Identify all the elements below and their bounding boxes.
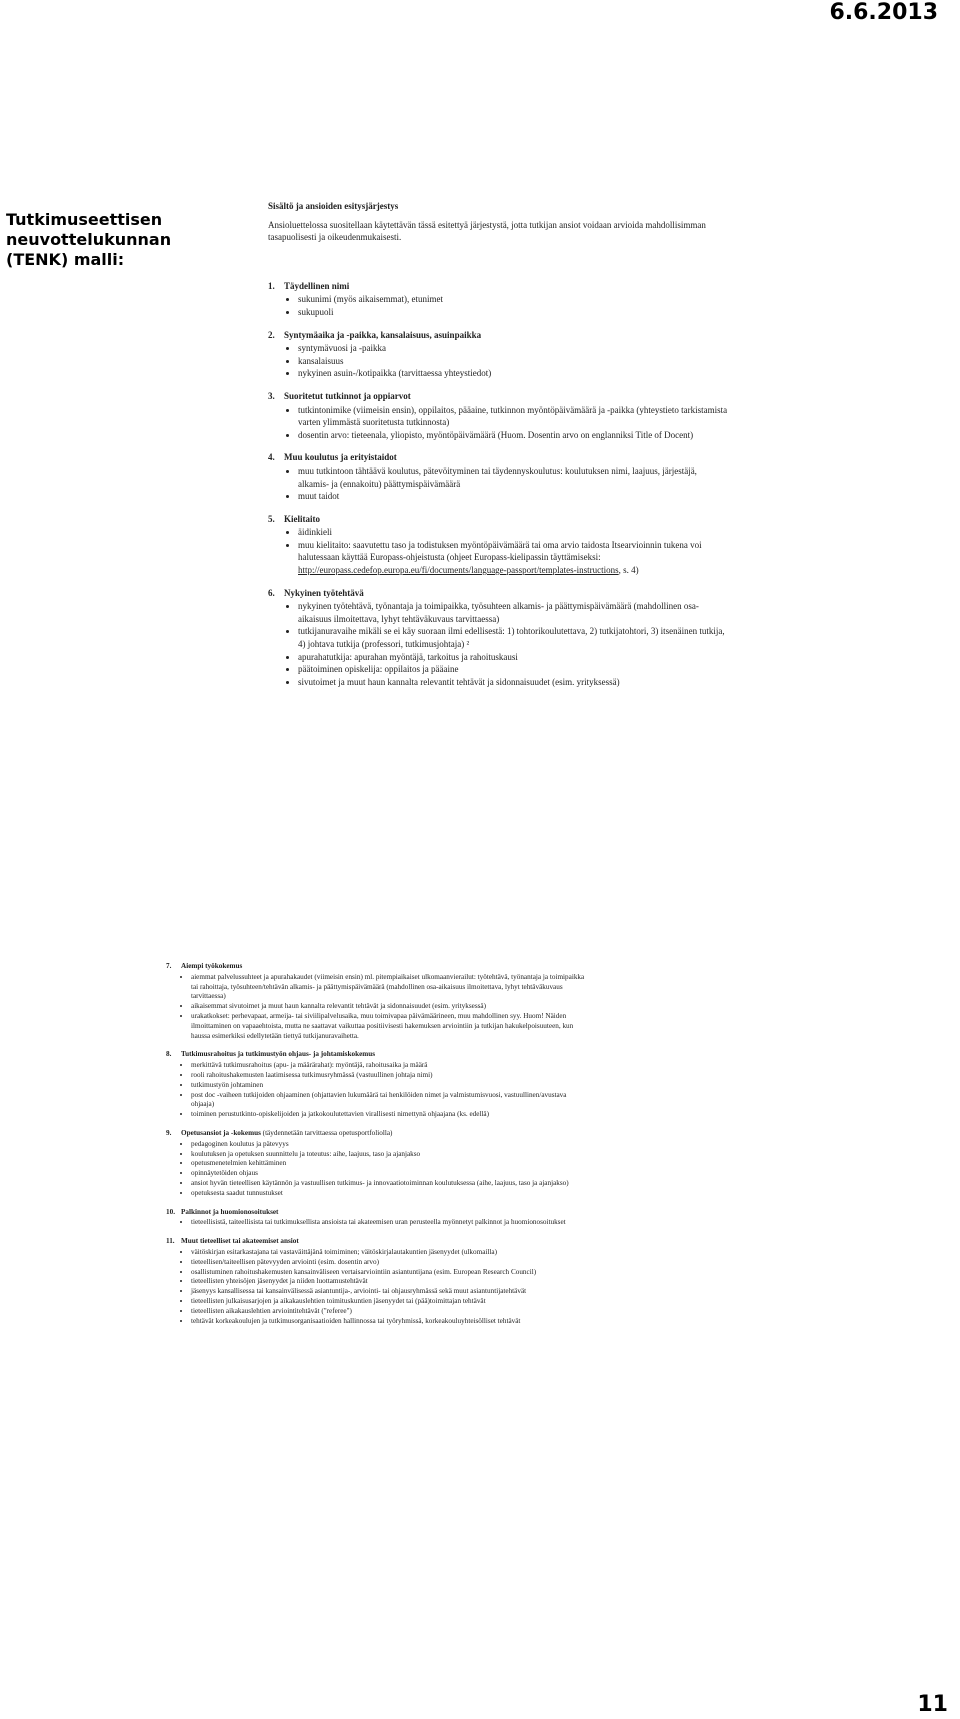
bullet-item: • tutkijanuravaihe mikäli se ei käy suoraan ilmi edellisestä: 1) tohtorikoulutettava, 2) tutkijatohtori, 3) itsenäinen tutkija, 4) johtava tutkija (professori, tutkimusjohtaja) ² bbox=[298, 625, 728, 650]
section-title-main: Tutkimusrahoitus ja tutkimustyön ohjaus- ja johtamiskokemus bbox=[181, 1050, 376, 1059]
section-title bbox=[166, 1237, 586, 1247]
section-title-text bbox=[284, 280, 349, 293]
bullet-item: • post doc -vaiheen tutkijoiden ohjaaminen (ohjattavien lukumäärä tai henkilöiden nimet ja valmistumisvuosi, vastuullinen/avustava ohjaaja) bbox=[191, 1091, 586, 1111]
bullet-item: • sukupuoli bbox=[298, 306, 728, 319]
section-number: 1. bbox=[268, 280, 275, 291]
bullet-item: • opetuksesta saadut tunnustukset bbox=[191, 1189, 586, 1199]
section-title bbox=[268, 587, 728, 600]
section-title-text bbox=[284, 513, 320, 526]
bullet-item: • rooli rahoitushakemusten laatimisessa tutkimusryhmässä (vastuullinen johtaja nimi) bbox=[191, 1071, 586, 1081]
section-title-text bbox=[181, 1237, 299, 1247]
section-title bbox=[268, 513, 728, 526]
document-section bbox=[268, 451, 728, 502]
document-heading: Sisältö ja ansioiden esitysjärjestys bbox=[268, 201, 399, 211]
section-number: 2. bbox=[268, 329, 275, 340]
section-title bbox=[166, 1050, 586, 1060]
section-number: 8. bbox=[166, 1050, 172, 1059]
section-title-text bbox=[284, 329, 481, 342]
section-title-text bbox=[181, 1129, 392, 1139]
document-section bbox=[268, 390, 728, 441]
bullet-item: • opetusmenetelmien kehittäminen bbox=[191, 1159, 586, 1169]
bullet-item: • sivutoimet ja muut haun kannalta relevantit tehtävät ja sidonnaisuudet (esim. yrityksessä) bbox=[298, 676, 728, 689]
section-title-text bbox=[284, 451, 397, 464]
bullet-item: • kansalaisuus bbox=[298, 355, 728, 368]
section-title bbox=[268, 329, 728, 342]
document-section bbox=[268, 329, 728, 380]
section-title-main: Syntymäaika ja -paikka, kansalaisuus, asuinpaikka bbox=[284, 329, 482, 340]
section-number: 11. bbox=[166, 1237, 175, 1246]
section-number: 10. bbox=[166, 1207, 175, 1216]
bullet-item: • nykyinen työtehtävä, työnantaja ja toimipaikka, työsuhteen alkamis- ja päättymispäivämäärä (mahdollinen osa-aikaisuus ilmoitettava, lyhyt tehtäväkuvaus tarvittaessa) bbox=[298, 600, 728, 625]
section-title-main: Muu koulutus ja erityistaidot bbox=[284, 452, 397, 463]
bullet-item: • tieteellisten julkaisusarjojen ja aikakauslehtien toimituskuntien jäsenyydet tai (pää)toimittajan tehtävät bbox=[191, 1297, 586, 1307]
section-title-text bbox=[284, 390, 411, 403]
section-title-main: Kielitaito bbox=[284, 513, 320, 524]
section-title bbox=[268, 451, 728, 464]
bullet-list bbox=[268, 404, 728, 442]
section-title-text bbox=[181, 962, 242, 972]
section-title bbox=[166, 1129, 586, 1139]
document-section bbox=[268, 587, 728, 689]
section-list bbox=[166, 962, 586, 1326]
bullet-item: • koulutuksen ja opetuksen suunnittelu ja toteutus: aihe, laajuus, taso ja ajanjakso bbox=[191, 1150, 586, 1160]
section-number: 6. bbox=[268, 587, 275, 598]
slide-title: Tutkimuseettisen neuvottelukunnan (TENK) malli: bbox=[6, 210, 172, 269]
section-title bbox=[166, 962, 586, 972]
document-excerpt-bottom bbox=[166, 962, 586, 1335]
bullet-item: • tieteellisen/taiteellisen pätevyyden arviointi (esim. dosentin arvo) bbox=[191, 1258, 586, 1268]
bullet-list bbox=[268, 465, 728, 503]
bullet-list bbox=[166, 1218, 586, 1228]
section-title-text bbox=[181, 1208, 278, 1218]
bullet-item: • dosentin arvo: tieteenala, yliopisto, myöntöpäivämäärä (Huom. Dosentin arvo on englanniksi Title of Docent) bbox=[298, 429, 728, 442]
document-section bbox=[268, 513, 728, 577]
bullet-item: • nykyinen asuin-/kotipaikka (tarvittaessa yhteystiedot) bbox=[298, 367, 728, 380]
bullet-item: • toiminen perustutkinto-opiskelijoiden ja jatkokoulutettavien virallisesti nimettynä ohjaajana (ks. edellä) bbox=[191, 1110, 586, 1120]
bullet-text-suffix: , s. 4) bbox=[618, 565, 639, 576]
section-list bbox=[268, 280, 728, 689]
slide-date: 6.6.2013 bbox=[829, 0, 938, 25]
bullet-item: • apurahatutkija: apurahan myöntäjä, tarkoitus ja rahoituskausi bbox=[298, 651, 728, 664]
bullet-item: • merkittävä tutkimusrahoitus (apu- ja määrärahat): myöntäjä, rahoitusaika ja määrä bbox=[191, 1061, 586, 1071]
bullet-item: • pedagoginen koulutus ja pätevyys bbox=[191, 1140, 586, 1150]
document-section bbox=[268, 280, 728, 319]
section-title bbox=[268, 280, 728, 293]
section-title-main: Opetusansiot ja -kokemus bbox=[181, 1128, 261, 1137]
section-number: 7. bbox=[166, 962, 172, 970]
section-title-main: Nykyinen työtehtävä bbox=[284, 587, 364, 598]
bullet-item: • päätoiminen opiskelija: oppilaitos ja pääaine bbox=[298, 663, 728, 676]
section-title-main: Muut tieteelliset tai akateemiset ansiot bbox=[181, 1237, 299, 1246]
document-section bbox=[166, 1237, 586, 1326]
section-title-main: Palkinnot ja huomionosoitukset bbox=[181, 1207, 279, 1216]
europass-link[interactable]: http://europass.cedefop.europa.eu/fi/documents/language-passport/templates-instructions bbox=[298, 565, 619, 576]
section-number: 4. bbox=[268, 452, 275, 463]
bullet-item: • jäsenyys kansallisessa tai kansainvälisessä asiantuntija-, arviointi- tai ohjausryhmässä sekä muut asiantuntijatehtävät bbox=[191, 1287, 586, 1297]
bullet-list bbox=[166, 973, 586, 1042]
bullet-item: • tutkimustyön johtaminen bbox=[191, 1081, 586, 1091]
bullet-item: • tieteellisistä, taiteellisista tai tutkimuksellista ansioista tai akateemisen uran perusteella myönnetyt palkinnot ja huomionosoitukset bbox=[191, 1218, 586, 1228]
page-number: 11 bbox=[917, 1692, 948, 1717]
section-title-text bbox=[284, 587, 364, 600]
bullet-item bbox=[298, 539, 728, 577]
section-title-note: (täydennetään tarvittaessa opetusportfoliolla) bbox=[260, 1128, 393, 1137]
bullet-list bbox=[166, 1248, 586, 1326]
section-number: 3. bbox=[268, 390, 275, 401]
bullet-item: • äidinkieli bbox=[298, 526, 728, 539]
bullet-item: • opinnäytetöiden ohjaus bbox=[191, 1169, 586, 1179]
document-intro: Ansioluettelossa suositellaan käytettävän tässä esitettyä järjestystä, jotta tutkijan ansiot voidaan arvioida mahdollisimman tasapuolisesti ja oikeudenmukaisesti. bbox=[268, 219, 706, 243]
bullet-item: • aiemmat palvelussuhteet ja apurahakaudet (viimeisin ensin) ml. pitempiaikaiset ulkomaanvierailut: työtehtävä, työnantaja ja toimipaikka tai rahoittaja, työsuhteen/tehtävän alkamis- ja päättymispäivämäärä (mahdollinen osa-aikaisuus ilmoitettava, lyhyt tehtäväkuvaus tarvittaessa) bbox=[191, 973, 586, 1002]
bullet-item: • tutkintonimike (viimeisin ensin), oppilaitos, pääaine, tutkinnon myöntöpäivämäärä ja -paikka (yhteystieto tarkistamista varten ylimmästä suoritetusta tutkinnosta) bbox=[298, 404, 728, 429]
bullet-item: • tieteellisten yhteisöjen jäsenyydet ja niiden luottamustehtävät bbox=[191, 1277, 586, 1287]
bullet-item: • tehtävät korkeakoulujen ja tutkimusorganisaatioiden hallinnossa tai työryhmissä, korkeakouluyhteisölliset tehtävät bbox=[191, 1317, 586, 1327]
bullet-text: muu kielitaito: saavutettu taso ja todistuksen myöntöpäivämäärä tai oma arvio taidosta Itsearvioinnin tukena voi halutessaan käyttää Europass-ohjeistusta (ohjeet Europass-kielipassin täyttämiseksi: bbox=[298, 539, 702, 563]
section-number: 9. bbox=[166, 1128, 172, 1137]
bullet-item: • tieteellisten aikakauslehtien arviointitehtävät ("referee") bbox=[191, 1307, 586, 1317]
bullet-item: • syntymävuosi ja -paikka bbox=[298, 342, 728, 355]
document-section bbox=[166, 962, 586, 1041]
bullet-item: • osallistuminen rahoitushakemusten kansainväliseen vertaisarviointiin asiantuntijana (esim. European Research Council) bbox=[191, 1268, 586, 1278]
section-title bbox=[166, 1208, 586, 1218]
bullet-list bbox=[268, 526, 728, 576]
bullet-list bbox=[166, 1140, 586, 1199]
document-section bbox=[166, 1050, 586, 1120]
document-section bbox=[166, 1129, 586, 1199]
bullet-item: • väitöskirjan esitarkastajana tai vastaväittäjänä toimiminen; väitöskirjalautakuntien jäsenyydet (ulkomailla) bbox=[191, 1248, 586, 1258]
bullet-item: • sukunimi (myös aikaisemmat), etunimet bbox=[298, 293, 728, 306]
bullet-list bbox=[166, 1061, 586, 1120]
bullet-list bbox=[268, 293, 728, 318]
section-number: 5. bbox=[268, 513, 275, 524]
section-title-main: Täydellinen nimi bbox=[284, 280, 350, 291]
section-title-main: Suoritetut tutkinnot ja oppiarvot bbox=[284, 390, 411, 401]
section-title-main: Aiempi työkokemus bbox=[181, 962, 243, 970]
section-title-text bbox=[181, 1050, 375, 1060]
bullet-item: • muu tutkintoon tähtäävä koulutus, pätevöityminen tai täydennyskoulutus: koulutuksen nimi, laajuus, järjestäjä, alkamis- ja (ennakoitu) päättymispäivämäärä bbox=[298, 465, 728, 490]
bullet-item: • urakatkokset: perhevapaat, armeija- tai siviilipalvelusaika, muu toimivapaa päivämäärineen, muu mahdollinen syy. Huom! Näiden ilmoittaminen on vapaaehtoista, mutta ne saattavat vaikuttaa positiivisesti hakemuksen arviointiin ja tutkijan hakukelpoisuuteen, kun haussa esimerkiksi edellytetään tiettyä tutkijanuravaihetta. bbox=[191, 1012, 586, 1041]
document-section bbox=[166, 1208, 586, 1229]
bullet-item: • ansiot hyvän tieteellisen käytännön ja vastuullisen tutkimus- ja innovaatiotoiminnan koulutuksessa (aihe, laajuus, taso ja ajanjakso) bbox=[191, 1179, 586, 1189]
bullet-item: • muut taidot bbox=[298, 490, 728, 503]
section-title bbox=[268, 390, 728, 403]
document-excerpt-top bbox=[268, 200, 728, 698]
bullet-list bbox=[268, 342, 728, 380]
bullet-item: • aikaisemmat sivutoimet ja muut haun kannalta relevantit tehtävät ja sidonnaisuudet (esim. yrityksessä) bbox=[191, 1002, 586, 1012]
bullet-list bbox=[268, 600, 728, 688]
